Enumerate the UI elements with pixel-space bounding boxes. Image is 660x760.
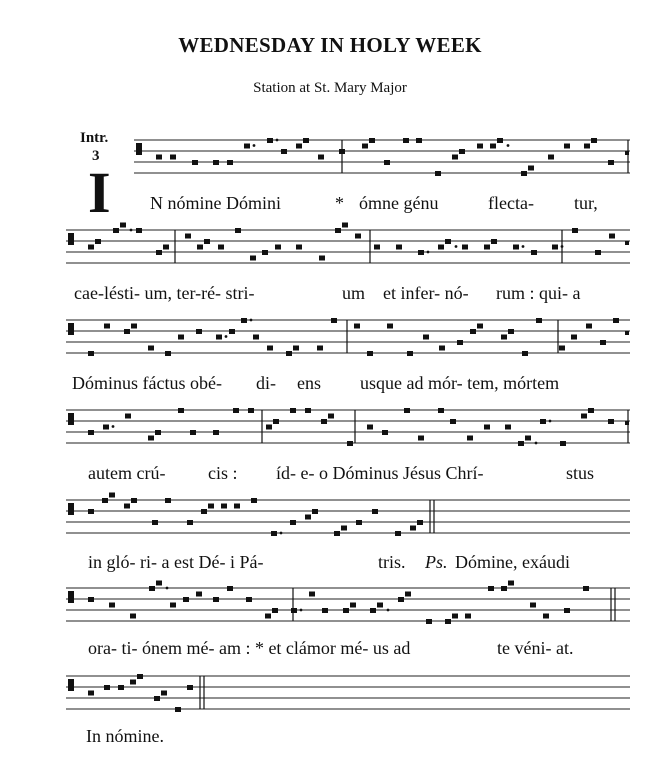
neume bbox=[518, 441, 524, 446]
neume bbox=[339, 149, 345, 154]
neume bbox=[296, 245, 302, 250]
neume bbox=[560, 441, 566, 446]
neume bbox=[118, 685, 124, 690]
mora-dot bbox=[166, 587, 169, 590]
lyric-4-d: stus bbox=[566, 463, 595, 483]
neume bbox=[213, 597, 219, 602]
chant-label: Intr. bbox=[80, 130, 109, 146]
neume bbox=[248, 408, 254, 413]
clef-c bbox=[68, 413, 74, 425]
neume bbox=[293, 346, 299, 351]
lyric-3-d: usque ad mór- tem, mórtem bbox=[360, 373, 560, 393]
neume bbox=[241, 318, 247, 323]
neume bbox=[227, 160, 233, 165]
neume bbox=[130, 614, 136, 619]
neume bbox=[233, 408, 239, 413]
neume bbox=[318, 155, 324, 160]
neume bbox=[163, 245, 169, 250]
neume bbox=[501, 335, 507, 340]
neume bbox=[457, 340, 463, 345]
neume bbox=[178, 408, 184, 413]
neume bbox=[435, 171, 441, 176]
neume bbox=[88, 509, 94, 514]
neume bbox=[109, 493, 115, 498]
neume bbox=[120, 223, 126, 228]
neume bbox=[246, 597, 252, 602]
neume bbox=[296, 144, 302, 149]
lyric-1-c: flecta- bbox=[488, 193, 534, 213]
neume bbox=[244, 144, 250, 149]
neume bbox=[253, 335, 259, 340]
neume bbox=[149, 586, 155, 591]
neume bbox=[417, 520, 423, 525]
neume bbox=[398, 597, 404, 602]
neume bbox=[303, 138, 309, 143]
neume bbox=[266, 425, 272, 430]
page-subtitle: Station at St. Mary Major bbox=[253, 80, 407, 96]
neume bbox=[588, 408, 594, 413]
neume bbox=[104, 324, 110, 329]
mora-dot bbox=[561, 245, 564, 248]
neume bbox=[552, 245, 558, 250]
neume bbox=[165, 498, 171, 503]
neume bbox=[608, 419, 614, 424]
neume bbox=[161, 691, 167, 696]
lyric-2-a: cae-lésti- um, ter-ré- stri- bbox=[74, 283, 255, 303]
neume bbox=[317, 346, 323, 351]
neume bbox=[334, 531, 340, 536]
neume bbox=[350, 603, 356, 608]
neume bbox=[192, 160, 198, 165]
neume bbox=[595, 250, 601, 255]
neume bbox=[531, 250, 537, 255]
mora-dot bbox=[455, 245, 458, 248]
neume bbox=[281, 149, 287, 154]
staff-3 bbox=[66, 318, 630, 356]
neume bbox=[418, 250, 424, 255]
neume bbox=[367, 425, 373, 430]
neume bbox=[581, 414, 587, 419]
neume bbox=[319, 256, 325, 261]
neume bbox=[497, 138, 503, 143]
neume bbox=[522, 351, 528, 356]
mora-dot bbox=[549, 420, 552, 423]
neume bbox=[267, 346, 273, 351]
neume bbox=[130, 680, 136, 685]
neume bbox=[477, 324, 483, 329]
neume bbox=[536, 318, 542, 323]
neume bbox=[125, 414, 131, 419]
neume bbox=[465, 614, 471, 619]
neume bbox=[290, 520, 296, 525]
neume bbox=[102, 498, 108, 503]
neume bbox=[584, 144, 590, 149]
neume bbox=[423, 335, 429, 340]
neume bbox=[275, 245, 281, 250]
neume bbox=[410, 526, 416, 531]
neume bbox=[175, 707, 181, 712]
neume bbox=[452, 155, 458, 160]
custos bbox=[625, 421, 629, 425]
mora-dot bbox=[522, 245, 525, 248]
neume bbox=[369, 138, 375, 143]
neume bbox=[273, 419, 279, 424]
mora-dot bbox=[250, 319, 253, 322]
neume bbox=[405, 592, 411, 597]
neume bbox=[477, 144, 483, 149]
neume bbox=[152, 520, 158, 525]
neume bbox=[600, 340, 606, 345]
neume bbox=[484, 245, 490, 250]
neume bbox=[467, 436, 473, 441]
page-title: WEDNESDAY IN HOLY WEEK bbox=[178, 33, 482, 57]
neume bbox=[170, 603, 176, 608]
neume bbox=[530, 603, 536, 608]
lyric-1-d: tur, bbox=[574, 193, 598, 213]
neume bbox=[216, 335, 222, 340]
neume bbox=[396, 245, 402, 250]
neume bbox=[322, 608, 328, 613]
neume bbox=[262, 250, 268, 255]
lyric-4-c: íd- e- o Dóminus Jésus Chrí- bbox=[276, 463, 484, 483]
neume bbox=[564, 608, 570, 613]
mora-dot bbox=[280, 532, 283, 535]
neume bbox=[131, 324, 137, 329]
neume bbox=[251, 498, 257, 503]
neume bbox=[185, 234, 191, 239]
neume bbox=[178, 335, 184, 340]
neume bbox=[103, 425, 109, 430]
lyric-4-b: cis : bbox=[208, 463, 238, 483]
mora-dot bbox=[225, 335, 228, 338]
neume bbox=[208, 504, 214, 509]
neume bbox=[508, 581, 514, 586]
mora-dot bbox=[276, 139, 279, 142]
neume bbox=[484, 425, 490, 430]
mora-dot bbox=[535, 442, 538, 445]
neume bbox=[196, 329, 202, 334]
neume bbox=[342, 223, 348, 228]
neume bbox=[591, 138, 597, 143]
neume bbox=[418, 436, 424, 441]
neume bbox=[571, 335, 577, 340]
neume bbox=[508, 329, 514, 334]
neume bbox=[416, 138, 422, 143]
initial-letter: I bbox=[88, 160, 111, 225]
neume bbox=[450, 419, 456, 424]
custos bbox=[625, 331, 629, 335]
neume bbox=[213, 430, 219, 435]
lyric-1-a: N nómine Dómini bbox=[150, 193, 281, 213]
neume bbox=[505, 425, 511, 430]
neume bbox=[609, 234, 615, 239]
neume bbox=[218, 245, 224, 250]
mora-dot bbox=[427, 251, 430, 254]
neume bbox=[586, 324, 592, 329]
staff-2 bbox=[66, 223, 630, 264]
lyric-6-a: ora- ti- ónem mé- am : * et clámor mé- us ad bbox=[88, 638, 411, 658]
lyric-1-b: ómne génu bbox=[359, 193, 439, 213]
lyric-3-a: Dóminus fáctus obé- bbox=[72, 373, 222, 393]
neume bbox=[445, 239, 451, 244]
neume bbox=[521, 171, 527, 176]
neume bbox=[170, 155, 176, 160]
neume bbox=[95, 239, 101, 244]
neume bbox=[137, 674, 143, 679]
neume bbox=[272, 608, 278, 613]
staff-7 bbox=[66, 674, 630, 712]
neume bbox=[131, 498, 137, 503]
neume bbox=[384, 160, 390, 165]
mora-dot bbox=[130, 229, 133, 232]
neume bbox=[104, 685, 110, 690]
lyric-6-b: te véni- at. bbox=[497, 638, 574, 658]
neume bbox=[347, 441, 353, 446]
neume bbox=[124, 504, 130, 509]
neume bbox=[395, 531, 401, 536]
neume bbox=[370, 608, 376, 613]
neume bbox=[528, 166, 534, 171]
neume bbox=[183, 597, 189, 602]
neume bbox=[235, 228, 241, 233]
clef-c bbox=[68, 323, 74, 335]
neume bbox=[309, 592, 315, 597]
neume bbox=[372, 509, 378, 514]
neume bbox=[201, 509, 207, 514]
neume bbox=[331, 318, 337, 323]
lyric-5-d: Dómine, exáudi bbox=[455, 552, 570, 572]
neume bbox=[459, 149, 465, 154]
neume bbox=[341, 526, 347, 531]
neume bbox=[501, 586, 507, 591]
neume bbox=[148, 346, 154, 351]
mora-dot bbox=[300, 609, 303, 612]
neume bbox=[88, 245, 94, 250]
neume bbox=[343, 608, 349, 613]
lyric-1-asterisk: * bbox=[335, 193, 344, 213]
neume bbox=[187, 685, 193, 690]
lyric-3-c: ens bbox=[297, 373, 321, 393]
neume bbox=[271, 531, 277, 536]
clef-c bbox=[68, 503, 74, 515]
neume bbox=[148, 436, 154, 441]
neume bbox=[88, 351, 94, 356]
neume bbox=[608, 160, 614, 165]
neume bbox=[156, 155, 162, 160]
staff-5 bbox=[66, 493, 630, 537]
neume bbox=[403, 138, 409, 143]
neume bbox=[305, 408, 311, 413]
neume bbox=[229, 329, 235, 334]
neume bbox=[462, 245, 468, 250]
custos bbox=[625, 241, 629, 245]
neume bbox=[88, 597, 94, 602]
neume bbox=[382, 430, 388, 435]
mora-dot bbox=[507, 144, 510, 147]
staff-4 bbox=[66, 408, 630, 446]
neume bbox=[124, 329, 130, 334]
neume bbox=[154, 696, 160, 701]
lyric-5-c: Ps. bbox=[425, 552, 448, 572]
neume bbox=[335, 228, 341, 233]
clef-c bbox=[68, 679, 74, 691]
neume bbox=[452, 614, 458, 619]
neume bbox=[196, 592, 202, 597]
neume bbox=[109, 603, 115, 608]
neume bbox=[362, 144, 368, 149]
neume bbox=[525, 436, 531, 441]
custos bbox=[625, 151, 629, 155]
neume bbox=[356, 520, 362, 525]
neume bbox=[250, 256, 256, 261]
neume bbox=[136, 228, 142, 233]
lyric-2-c: et infer- nó- bbox=[383, 283, 469, 303]
neume bbox=[113, 228, 119, 233]
lyric-5-b: tris. bbox=[378, 552, 406, 572]
neume bbox=[355, 234, 361, 239]
neume bbox=[548, 155, 554, 160]
lyric-2-b: um bbox=[342, 283, 366, 303]
neume bbox=[221, 504, 227, 509]
mora-dot bbox=[112, 425, 115, 428]
lyric-3-b: di- bbox=[256, 373, 276, 393]
neume bbox=[438, 245, 444, 250]
neume bbox=[305, 515, 311, 520]
lyric-7-a: In nómine. bbox=[86, 726, 164, 746]
neume bbox=[439, 346, 445, 351]
neume bbox=[321, 419, 327, 424]
neume bbox=[470, 329, 476, 334]
mora-dot bbox=[387, 609, 390, 612]
neume bbox=[377, 603, 383, 608]
neume bbox=[404, 408, 410, 413]
neume bbox=[354, 324, 360, 329]
neume bbox=[156, 250, 162, 255]
neume bbox=[312, 509, 318, 514]
mora-dot bbox=[253, 144, 256, 147]
neume bbox=[513, 245, 519, 250]
neume bbox=[491, 239, 497, 244]
clef-c bbox=[68, 233, 74, 245]
neume bbox=[490, 144, 496, 149]
neume bbox=[265, 614, 271, 619]
neume bbox=[187, 520, 193, 525]
neume bbox=[156, 581, 162, 586]
neume bbox=[190, 430, 196, 435]
neume bbox=[407, 351, 413, 356]
neume bbox=[328, 414, 334, 419]
lyric-5-a: in gló- ri- a est Dé- i Pá- bbox=[88, 552, 264, 572]
neume bbox=[234, 504, 240, 509]
staff-6 bbox=[66, 581, 630, 625]
neume bbox=[286, 351, 292, 356]
mode-number: 3 bbox=[92, 148, 100, 164]
neume bbox=[290, 408, 296, 413]
neume bbox=[88, 430, 94, 435]
neume bbox=[155, 430, 161, 435]
neume bbox=[227, 586, 233, 591]
neume bbox=[613, 318, 619, 323]
neume bbox=[445, 619, 451, 624]
neume bbox=[559, 346, 565, 351]
clef-c bbox=[136, 143, 142, 155]
neume bbox=[374, 245, 380, 250]
neume bbox=[213, 160, 219, 165]
neume bbox=[387, 324, 393, 329]
neume bbox=[291, 608, 297, 613]
lyric-4-a: autem crú- bbox=[88, 463, 166, 483]
neume bbox=[426, 619, 432, 624]
neume bbox=[204, 239, 210, 244]
neume bbox=[267, 138, 273, 143]
lyric-2-d: rum : qui- a bbox=[496, 283, 581, 303]
clef-c bbox=[68, 591, 74, 603]
neume bbox=[88, 691, 94, 696]
neume bbox=[165, 351, 171, 356]
neume bbox=[583, 586, 589, 591]
staff-1 bbox=[134, 138, 630, 176]
neume bbox=[438, 408, 444, 413]
neume bbox=[367, 351, 373, 356]
neume bbox=[564, 144, 570, 149]
neume bbox=[488, 586, 494, 591]
neume bbox=[540, 419, 546, 424]
neume bbox=[197, 245, 203, 250]
neume bbox=[543, 614, 549, 619]
neume bbox=[572, 228, 578, 233]
